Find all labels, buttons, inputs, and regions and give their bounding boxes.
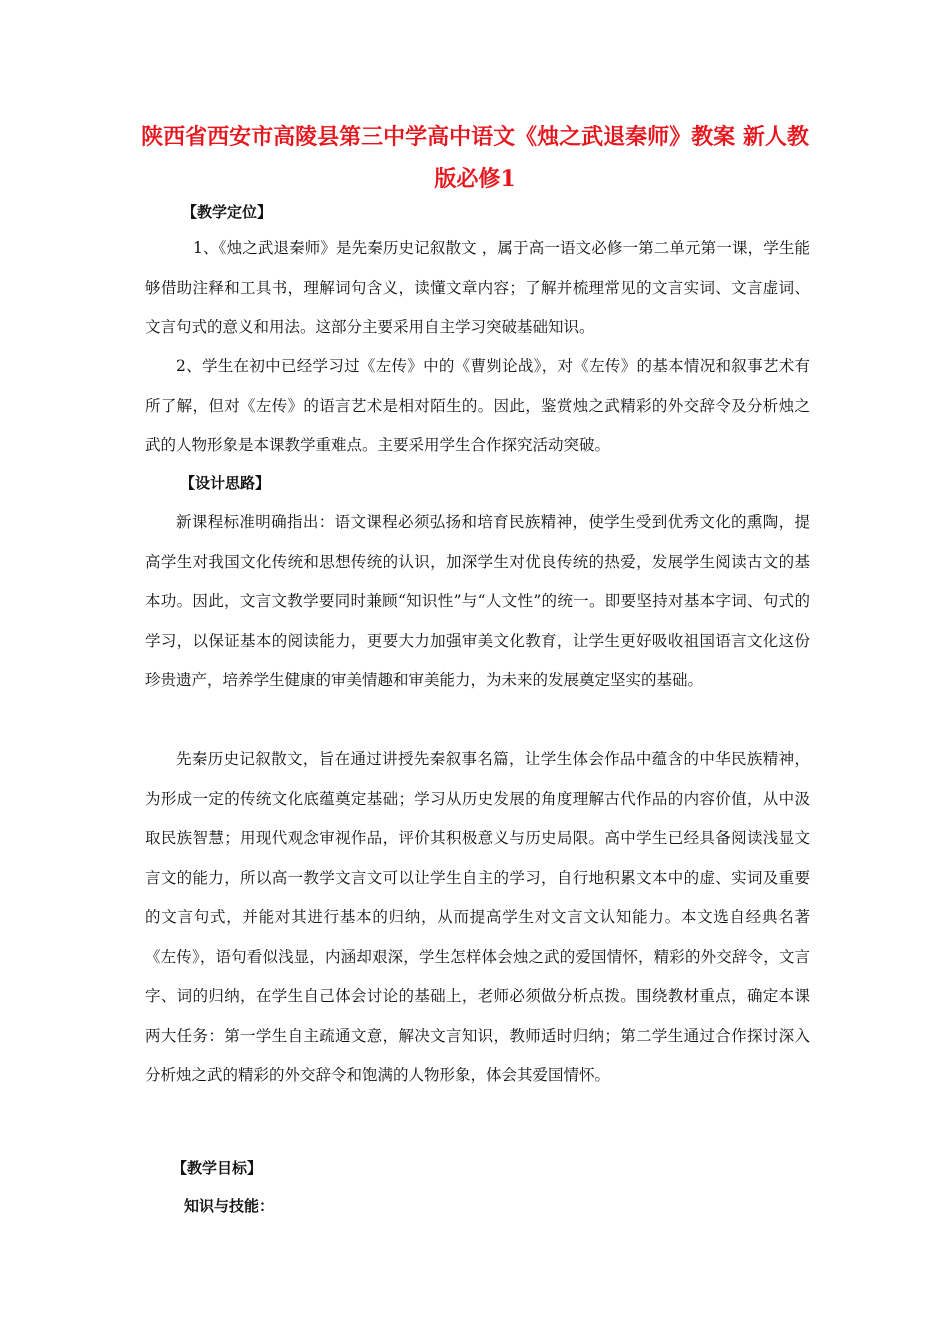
document-title: 陕西省西安市高陵县第三中学高中语文《烛之武退秦师》教案 新人教版必修1: [141, 124, 809, 192]
section-heading-teaching-position: 【教学定位】: [182, 203, 273, 221]
section-heading-design-idea: 【设计思路】: [180, 474, 271, 492]
section-heading-teaching-goals: 【教学目标】: [172, 1159, 263, 1177]
paragraph-design-2: 先秦历史记叙散文，旨在通过讲授先秦叙事名篇，让学生体会作品中蕴含的中华民族精神，为形成一定的传统文化底蕴奠定基础；学习从历史发展的角度理解古代作品的内容价值，从中汲取民族智慧；用现代观念审视作品，评价其积极意义与历史局限。高中学生已经具备阅读浅显文言文的能力，所以高一教学文言文可以让学生自主的学习，自行地积累文本中的虚、实词及重要的文言句式，并能对其进行基本的归纳，从而提高学生对文言文认知能力。本文选自经典名著《左传》，语句看似浅显，内涵却艰深，学生怎样体会烛之武的爱国情怀，精彩的外交辞令，文言字、词的归纳，在学生自己体会讨论的基础上，老师必须做分析点拨。围绕教材重点，确定本课两大任务：第一学生自主疏通文意，解决文言知识，教师适时归纳；第二学生通过合作探讨深入分析烛之武的精彩的外交辞令和饱满的人物形象，体会其爱国情怀。: [145, 750, 810, 1084]
subheading-knowledge-skills: 知识与技能：: [184, 1197, 275, 1215]
paragraph-design-1: 新课程标准明确指出：语文课程必须弘扬和培育民族精神，使学生受到优秀文化的熏陶，提高学生对我国文化传统和思想传统的认识，加深学生对优良传统的热爱，发展学生阅读古文的基本功。因此，文言文教学要同时兼顾“知识性”与“人文性”的统一。即要坚持对基本字词、句式的学习，以保证基本的阅读能力，更要大力加强审美文化教育，让学生更好吸收祖国语言文化这份珍贵遗产，培养学生健康的审美情趣和审美能力，为未来的发展奠定坚实的基础。: [145, 513, 810, 689]
paragraph-positioning-2: 2、学生在初中已经学习过《左传》中的《曹刿论战》，对《左传》的基本情况和叙事艺术有所了解，但对《左传》的语言艺术是相对陌生的。因此，鉴赏烛之武精彩的外交辞令及分析烛之武的人物形象是本课教学重难点。主要采用学生合作探究活动突破。: [145, 357, 810, 454]
paragraph-positioning-1: 1、《烛之武退秦师》是先秦历史记叙散文 ，属于高一语文必修一第二单元第一课，学生能够借助注释和工具书，理解词句含义，读懂文章内容；了解并梳理常见的文言实词、文言虚词、文言句式的意义和用法。这部分主要采用自主学习突破基础知识。: [145, 239, 810, 336]
